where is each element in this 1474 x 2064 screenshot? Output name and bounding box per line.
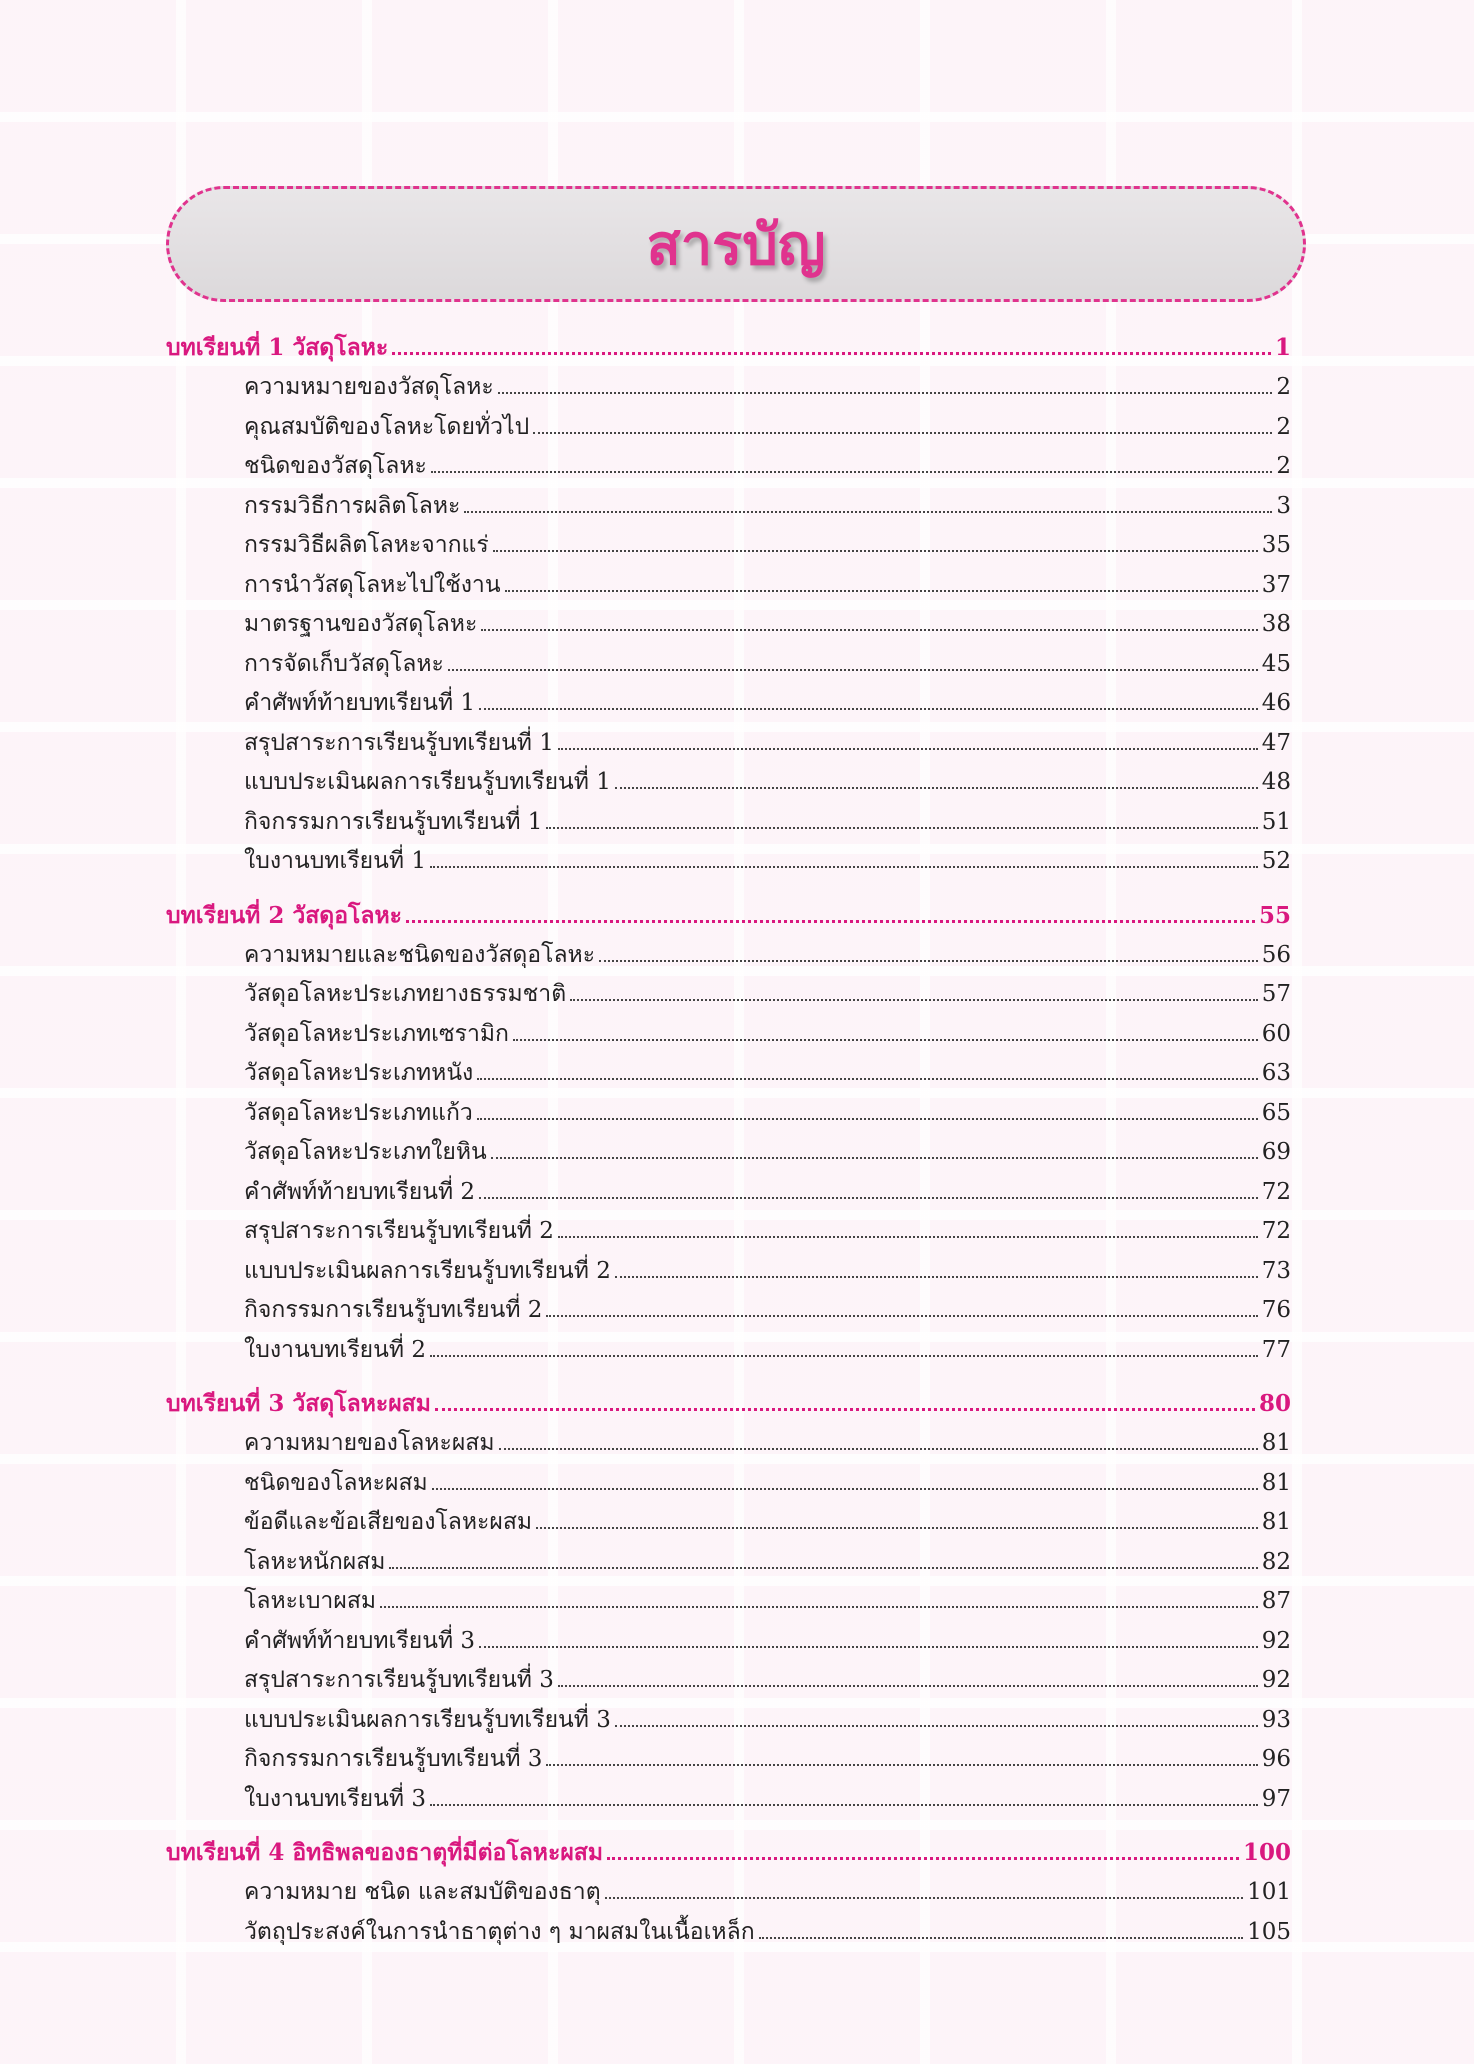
toc-entry-page-number: 37 [1261,571,1291,598]
toc-entry [166,724,1291,764]
toc-entry-page-number: 35 [1261,532,1291,558]
toc-entry [166,1252,1291,1292]
toc-entry-page-number: 38 [1261,611,1291,637]
dot-leader [607,1857,1239,1860]
chapter-heading-page-number: 55 [1258,901,1291,929]
toc-entry [166,1543,1291,1583]
toc-entry [166,1054,1291,1094]
toc-entry [166,368,1291,408]
toc-entry-page-number: 101 [1247,1879,1291,1905]
toc-entry-title: ความหมายของโลหะผสม [244,1430,495,1456]
dot-leader [491,1157,1258,1159]
toc-entry-page-number: 47 [1261,729,1291,756]
chapter-heading-title: บทเรียนที่ 1 วัสดุโลหะ [166,334,389,361]
chapter-heading [166,1833,1291,1873]
toc-entry-page-number: 96 [1261,1746,1291,1772]
toc-entry-title: คำศัพท์ท้ายบทเรียนที่ 1 [244,690,476,716]
dot-leader [558,748,1258,750]
toc-entry-page-number: 81 [1261,1469,1291,1496]
toc-entry-title: มาตรฐานของวัสดุโลหะ [244,611,478,637]
toc-entry-page-number: 51 [1261,808,1291,835]
toc-entry-title: ใบงานบทเรียนที่ 3 [244,1785,426,1812]
toc-entry [166,975,1291,1015]
toc-entry-title: แบบประเมินผลการเรียนรู้บทเรียนที่ 3 [244,1706,611,1733]
toc-entry-page-number: 93 [1261,1706,1291,1733]
toc-entry-page-number: 72 [1261,1218,1291,1244]
toc-entry-page-number: 45 [1261,650,1291,677]
toc-entry [166,1424,1291,1464]
toc-entry-title: ใบงานบทเรียนที่ 2 [244,1336,426,1363]
toc-entry-title: ความหมายของวัสดุโลหะ [244,374,494,400]
toc-entry [166,1582,1291,1622]
dot-leader [546,827,1257,829]
toc-entry [166,803,1291,843]
toc-entry-title: คำศัพท์ท้ายบทเรียนที่ 2 [244,1178,476,1205]
dot-leader [493,550,1258,552]
toc-entry-page-number: 56 [1261,941,1291,968]
toc-entry [166,1622,1291,1662]
toc-entry [166,1780,1291,1820]
dot-leader [536,1527,1258,1529]
toc-entry-page-number: 81 [1261,1509,1291,1535]
dot-leader [430,1804,1258,1806]
chapter-heading-title: บทเรียนที่ 3 วัสดุโลหะผสม [166,1390,431,1417]
dot-leader [430,866,1258,868]
toc-entry-title: สรุปสาระการเรียนรู้บทเรียนที่ 1 [244,729,554,756]
toc-entry-page-number: 72 [1261,1178,1291,1205]
toc-entry [166,684,1291,724]
dot-leader [392,352,1271,355]
toc-entry-title: ใบงานบทเรียนที่ 1 [244,848,426,874]
dot-leader [435,1408,1255,1411]
toc-entry-title: กรรมวิธีผลิตโลหะจากแร่ [244,532,489,558]
dot-leader [546,1315,1257,1317]
toc-entry-title: วัสดุอโลหะประเภทเซรามิก [244,1020,509,1047]
dot-leader [380,1606,1258,1608]
toc-entry-page-number: 69 [1261,1139,1291,1165]
chapter-heading-page-number: 80 [1258,1390,1291,1417]
dot-leader [479,1197,1258,1199]
toc-entry [166,487,1291,527]
dot-leader [513,1039,1258,1041]
toc-entry [166,1015,1291,1055]
toc-entry-page-number: 65 [1261,1099,1291,1126]
toc-entry-page-number: 48 [1261,769,1291,795]
dot-leader [558,1236,1258,1238]
chapter-heading [166,1384,1291,1424]
dot-leader [477,1118,1258,1120]
title-banner [166,186,1306,302]
toc-entry [166,447,1291,487]
toc-entry-page-number: 87 [1261,1588,1291,1614]
toc-entry-title: กิจกรรมการเรียนรู้บทเรียนที่ 1 [244,808,543,835]
toc-entry-title: กรรมวิธีการผลิตโลหะ [244,492,461,519]
toc-entry-title: วัสดุอโลหะประเภทหนัง [244,1060,474,1086]
toc-entry [166,526,1291,566]
toc-entry-page-number: 77 [1261,1336,1291,1363]
toc-entry-title: สรุปสาระการเรียนรู้บทเรียนที่ 3 [244,1667,554,1693]
toc-entry [166,1701,1291,1741]
dot-leader [599,960,1258,962]
dot-leader [605,1897,1243,1899]
toc-entry-page-number: 60 [1261,1020,1291,1047]
toc-entry [166,1331,1291,1371]
dot-leader [546,1764,1257,1766]
toc-entry [166,1291,1291,1331]
toc-entry-page-number: 46 [1261,690,1291,716]
toc-entry [166,1873,1291,1913]
toc-entry-title: แบบประเมินผลการเรียนรู้บทเรียนที่ 1 [244,769,611,795]
dot-leader [615,787,1258,789]
toc-entry [166,645,1291,685]
chapter-heading-page-number: 1 [1274,334,1291,361]
dot-leader [389,1567,1257,1569]
toc-entry-title: วัสดุอโลหะประเภทยางธรรมชาติ [244,981,567,1007]
dot-leader [481,629,1257,631]
toc-entry [166,1094,1291,1134]
toc-entry-page-number: 63 [1261,1060,1291,1086]
dot-leader [759,1937,1243,1939]
dot-leader [477,1078,1257,1080]
dot-leader [505,590,1258,592]
toc-entry-title: โลหะหนักผสม [244,1548,386,1575]
toc-entry-page-number: 105 [1247,1918,1291,1945]
toc-entry-page-number: 76 [1261,1297,1291,1323]
dot-leader [615,1725,1258,1727]
toc-entry [166,1661,1291,1701]
toc-entry-page-number: 81 [1261,1430,1291,1456]
toc-entry-page-number: 92 [1261,1667,1291,1693]
toc-entry-page-number: 92 [1261,1627,1291,1654]
toc-entry-title: ความหมายและชนิดของวัสดุอโลหะ [244,941,596,968]
toc-entry-title: วัตถุประสงค์ในการนำธาตุต่าง ๆ มาผสมในเนื้อเหล็ก [244,1918,755,1945]
toc-entry-page-number: 2 [1276,374,1291,400]
toc-entry-title: โลหะเบาผสม [244,1588,377,1614]
toc-entry-page-number: 3 [1276,492,1291,519]
toc-entry-page-number: 2 [1276,413,1291,440]
toc-entry [166,842,1291,882]
toc-entry [166,1212,1291,1252]
toc-entry [166,763,1291,803]
toc-entry-title: การนำวัสดุโลหะไปใช้งาน [244,571,501,598]
toc-entry-page-number: 97 [1261,1785,1291,1812]
dot-leader [432,1488,1258,1490]
toc-entry-title: คำศัพท์ท้ายบทเรียนที่ 3 [244,1627,476,1654]
toc-entry-title: วัสดุอโลหะประเภทใยหิน [244,1139,487,1165]
toc-entry-title: สรุปสาระการเรียนรู้บทเรียนที่ 2 [244,1218,554,1244]
toc-entry [166,936,1291,976]
toc-entry [166,566,1291,606]
dot-leader [431,471,1272,473]
dot-leader [498,392,1273,394]
toc-entry-title: การจัดเก็บวัสดุโลหะ [244,650,444,677]
toc-entry [166,605,1291,645]
toc-entry-title: ความหมาย ชนิด และสมบัติของธาตุ [244,1879,601,1905]
toc-entry-page-number: 82 [1261,1548,1291,1575]
table-of-contents [166,328,1291,1952]
toc-entry [166,1173,1291,1213]
toc-entry-title: กิจกรรมการเรียนรู้บทเรียนที่ 3 [244,1746,543,1772]
chapter-heading [166,328,1291,368]
toc-entry-page-number: 52 [1261,848,1291,874]
chapter-heading-page-number: 100 [1242,1839,1291,1866]
toc-entry-page-number: 2 [1276,453,1291,479]
toc-entry-title: แบบประเมินผลการเรียนรู้บทเรียนที่ 2 [244,1257,611,1284]
dot-leader [570,999,1258,1001]
dot-leader [406,920,1255,923]
toc-entry-title: วัสดุอโลหะประเภทแก้ว [244,1099,473,1126]
toc-entry [166,408,1291,448]
dot-leader [558,1685,1258,1687]
toc-entry-title: ข้อดีและข้อเสียของโลหะผสม [244,1509,533,1535]
toc-entry-title: ชนิดของโลหะผสม [244,1469,428,1496]
chapter-heading-title: บทเรียนที่ 2 วัสดุอโลหะ [166,901,403,929]
dot-leader [533,432,1272,434]
toc-entry-title: ชนิดของวัสดุโลหะ [244,453,427,479]
dot-leader [448,669,1258,671]
toc-entry [166,1913,1291,1953]
chapter-heading-title: บทเรียนที่ 4 อิทธิพลของธาตุที่มีต่อโลหะผสม [166,1839,603,1866]
page-title: สารบัญ [646,212,826,278]
toc-entry-page-number: 73 [1261,1257,1291,1284]
toc-entry-title: กิจกรรมการเรียนรู้บทเรียนที่ 2 [244,1297,543,1323]
dot-leader [430,1355,1258,1357]
toc-entry [166,1740,1291,1780]
dot-leader [499,1448,1258,1450]
toc-entry-page-number: 57 [1261,981,1291,1007]
toc-entry [166,1503,1291,1543]
toc-entry-title: คุณสมบัติของโลหะโดยทั่วไป [244,413,530,440]
dot-leader [615,1276,1258,1278]
dot-leader [479,1646,1258,1648]
dot-leader [464,511,1272,513]
toc-entry [166,1133,1291,1173]
dot-leader [479,708,1258,710]
toc-entry [166,1464,1291,1504]
chapter-heading [166,896,1291,936]
